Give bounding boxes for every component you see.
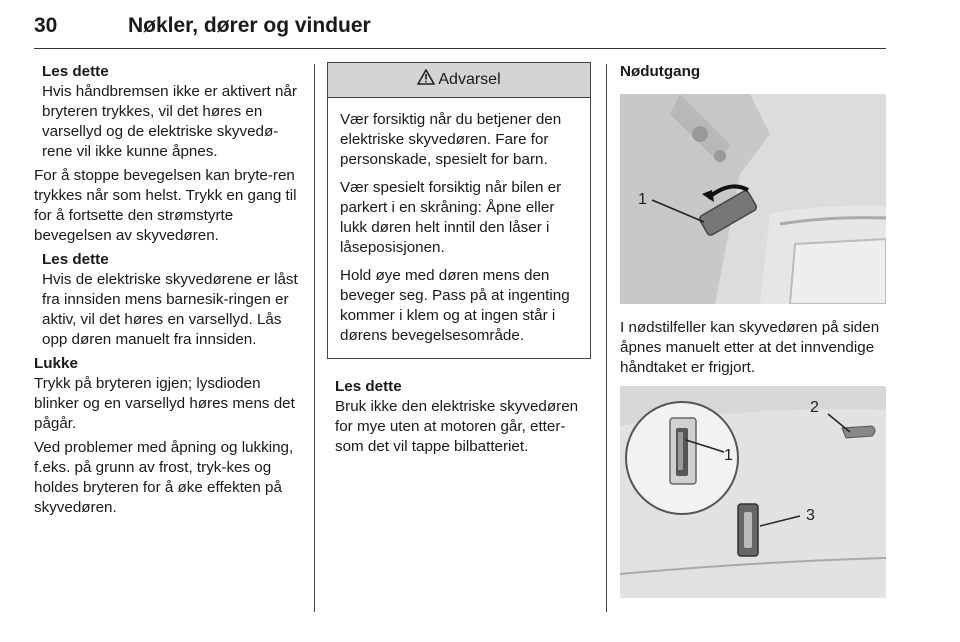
section-title: Lukke [34,355,78,372]
note-box [42,250,302,350]
page-number: 30 [34,14,58,37]
figure-inner-handles [620,386,886,598]
note-box [42,62,302,162]
warning-paragraph: Vær forsiktig når du betjener den elektriske skyvedøren. Fare for personskade, spesielt for barn. [340,111,562,168]
warning-title: Advarsel [438,71,501,88]
warning-box [327,62,591,359]
callout-label: 1 [638,191,647,208]
warning-body [328,98,590,358]
note-title: Les dette [42,251,109,268]
warning-paragraph: Vær spesielt forsiktig når bilen er parkert i en skråning: Åpne eller lukk døren helt inntil den låser i låseposisjonen. [340,179,562,256]
note-text: Hvis håndbremsen ikke er aktivert når bryteren trykkes, vil det høres en varsellyd og de elektriske skyvedø-rene vil ikke kunne åpnes. [42,83,297,160]
page-header [34,8,886,49]
chapter-title: Nøkler, dører og vinduer [128,14,371,37]
warning-header [328,63,590,98]
callout-label: 1 [724,447,733,464]
note-title: Les dette [335,378,402,395]
column-divider [606,64,607,612]
figure-emergency-handle [620,94,886,304]
paragraph: Ved problemer med åpning og lukking, f.eks. på grunn av frost, tryk-kes og holdes bryteren for å øke effekten på skyvedøren. [34,439,294,516]
column-divider [314,64,315,612]
paragraph: For å stoppe bevegelsen kan bryte-ren trykkes når som helst. Trykk en gang til for å fortsette den strømstyrte bevegelsen av skyvedøren. [34,167,297,244]
note-text: Bruk ikke den elektriske skyvedøren for mye uten at motoren går, etter-som det vil tappe bilbatteriet. [335,398,579,455]
column-1 [34,62,302,522]
column-3 [620,62,888,598]
callout-label: 2 [810,399,819,416]
note-title: Les dette [42,63,109,80]
note-text: Hvis de elektriske skyvedørene er låst fra innsiden mens barnesik-ringen er aktiv, vil det høres en varsellyd. Lås opp døren manuelt fra innsiden. [42,271,298,348]
warning-paragraph: Hold øye med døren mens den beveger seg. Pass på at ingenting kommer i klem og at ingen står i dørens bevegelsesområde. [340,267,570,344]
section-title: Nødutgang [620,63,701,80]
note-box [335,377,593,457]
warning-triangle-icon [417,69,435,91]
column-2 [327,62,593,461]
paragraph: Trykk på bryteren igjen; lysdioden blinker og en varsellyd høres mens det pågår. [34,375,295,432]
callout-label: 3 [806,507,815,524]
paragraph: I nødstilfeller kan skyvedøren på siden åpnes manuelt etter at det innvendige håndtaket er frigjort. [620,319,880,376]
